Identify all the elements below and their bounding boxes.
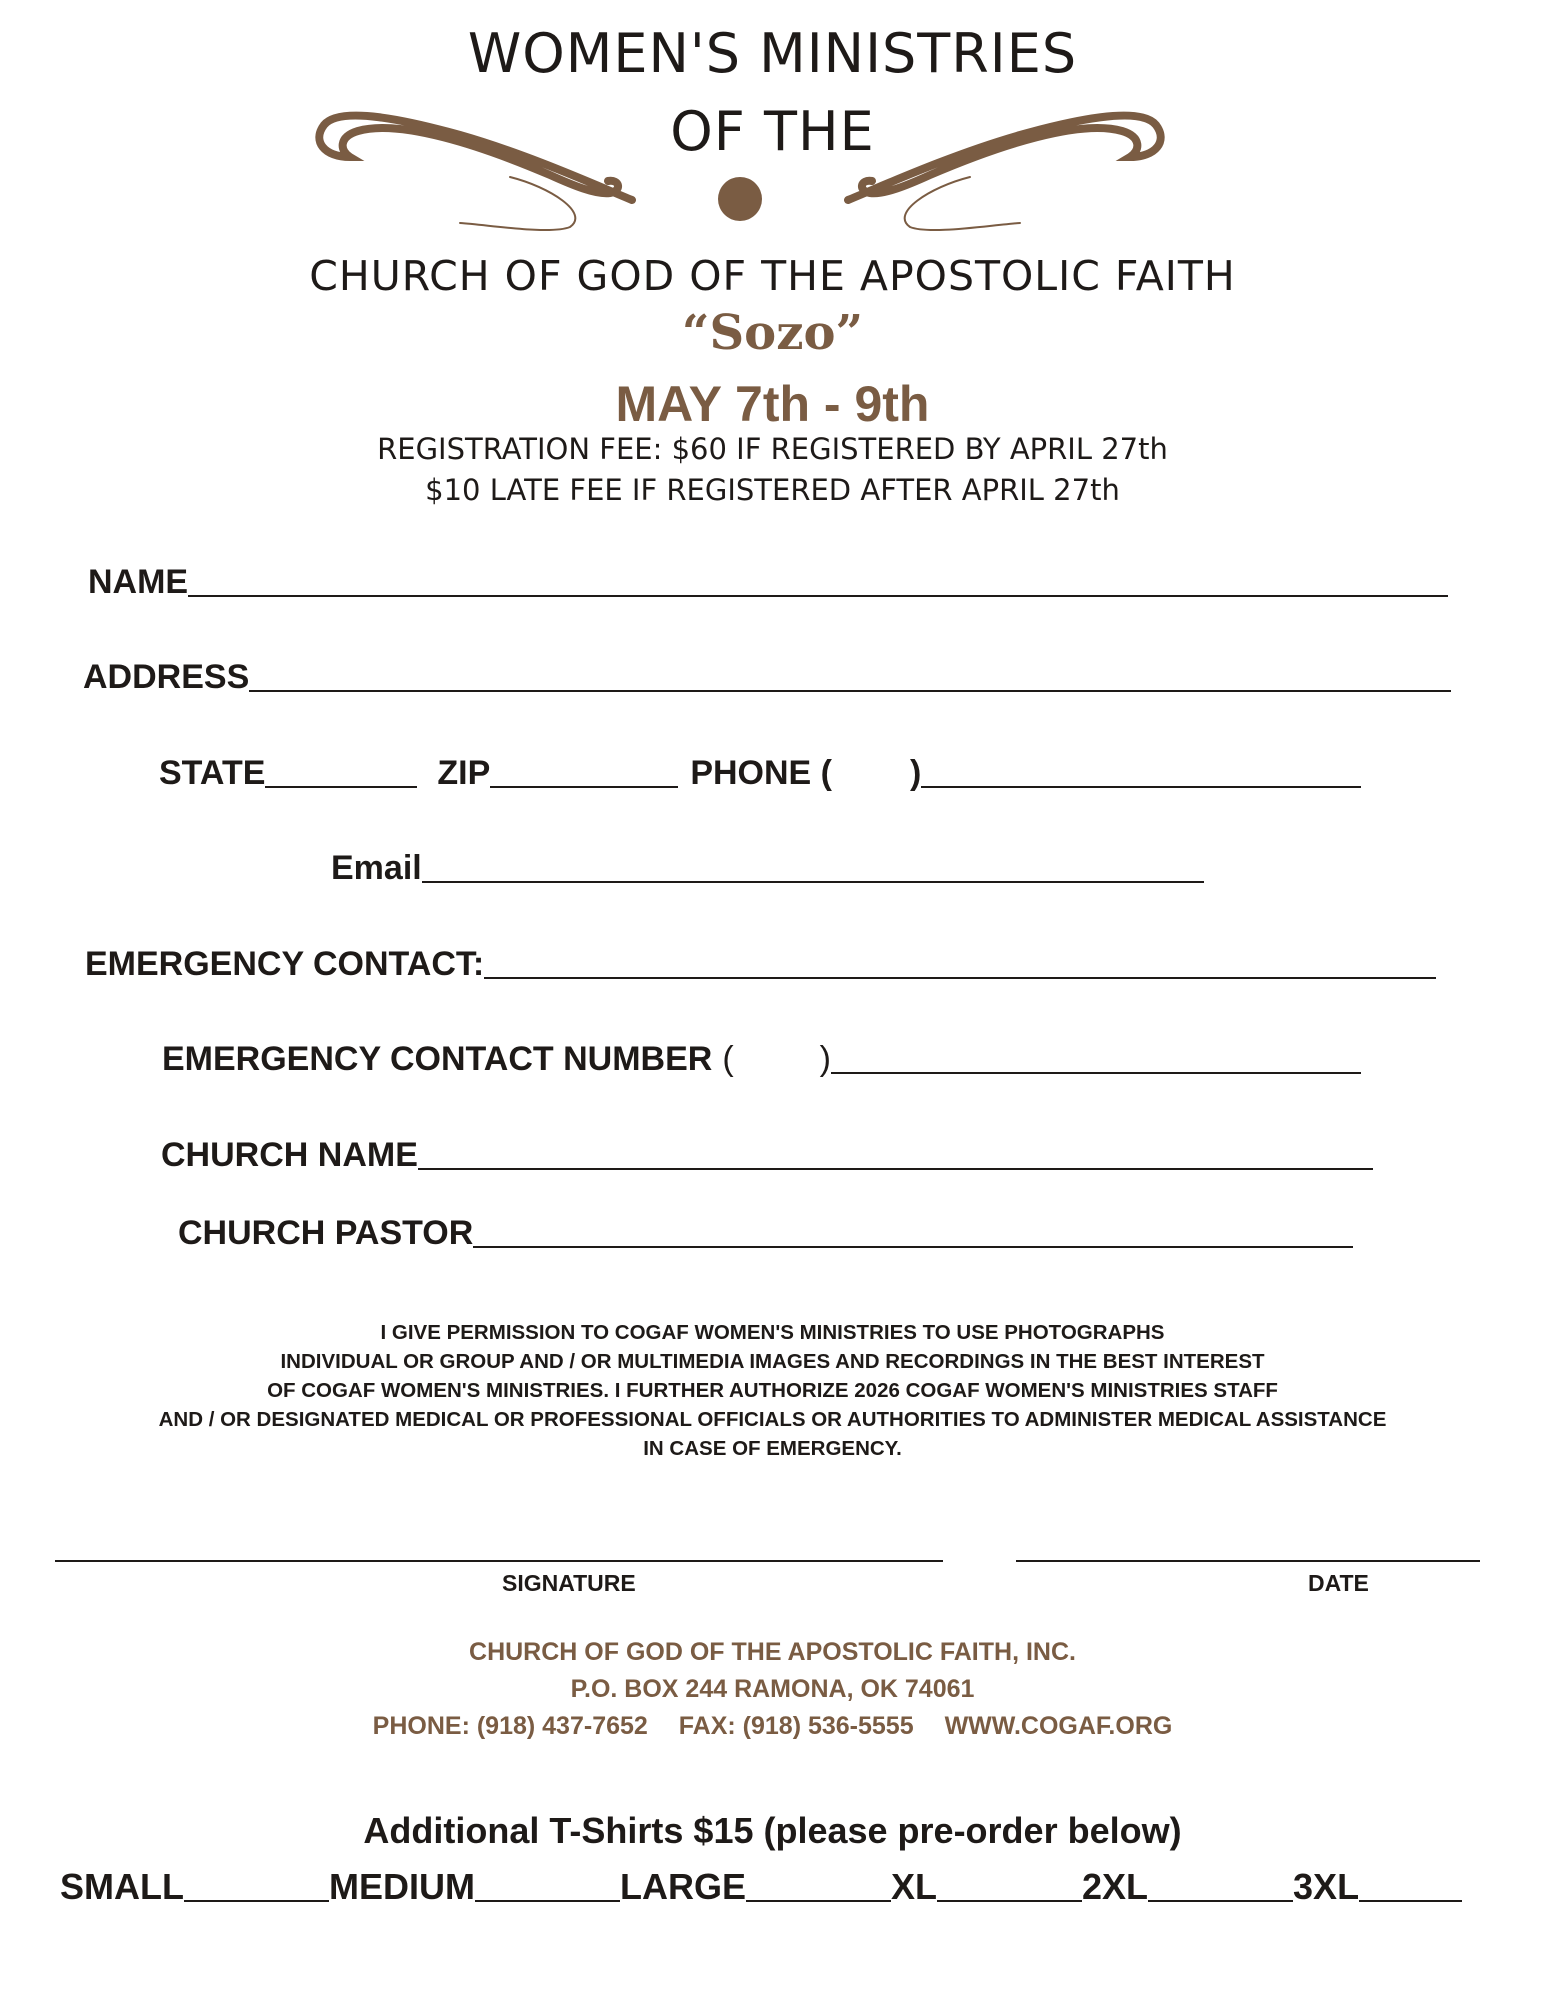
emergency-number-row	[162, 1035, 1361, 1079]
signature-field[interactable]	[55, 1560, 943, 1562]
date-field[interactable]	[1016, 1560, 1480, 1562]
ornamental-flourish-icon	[310, 95, 1170, 235]
church-pastor-label: CHURCH PASTOR	[178, 1214, 474, 1252]
state-field[interactable]	[265, 786, 417, 788]
permission-line: IN CASE OF EMERGENCY.	[643, 1437, 902, 1460]
emergency-number-field[interactable]	[831, 1072, 1361, 1074]
size-3xl-label: 3XL	[1293, 1866, 1360, 1907]
permission-line: OF COGAF WOMEN'S MINISTRIES. I FURTHER AUTHORIZE 2026 COGAF WOMEN'S MINISTRIES STAFF	[267, 1379, 1278, 1402]
church-name-row	[161, 1131, 1373, 1175]
phone-label: PHONE (	[690, 754, 832, 792]
event-dates: MAY 7th - 9th	[615, 376, 930, 432]
emergency-number-close-paren: )	[819, 1040, 831, 1078]
permission-line: INDIVIDUAL OR GROUP AND / OR MULTIMEDIA IMAGES AND RECORDINGS IN THE BEST INTEREST	[280, 1350, 1265, 1373]
footer-phone: PHONE: (918) 437-7652	[372, 1712, 648, 1740]
emergency-contact-label: EMERGENCY CONTACT:	[85, 945, 485, 983]
footer-address: P.O. BOX 244 RAMONA, OK 74061	[570, 1675, 975, 1703]
size-xl-label: XL	[890, 1866, 937, 1907]
name-row	[88, 558, 1448, 602]
size-large-field[interactable]	[746, 1900, 891, 1902]
address-field[interactable]	[249, 690, 1451, 692]
title-line-1: WOMEN'S MINISTRIES	[467, 22, 1078, 85]
permission-line: I GIVE PERMISSION TO COGAF WOMEN'S MINISTRIES TO USE PHOTOGRAPHS	[380, 1321, 1165, 1344]
footer-contact-row	[0, 1708, 1545, 1745]
tshirt-sizes-row	[60, 1862, 1462, 1908]
signature-label: SIGNATURE	[502, 1570, 636, 1596]
zip-label: ZIP	[437, 754, 491, 792]
church-pastor-row	[178, 1209, 1353, 1253]
size-3xl-field[interactable]	[1359, 1900, 1462, 1902]
permission-statement	[0, 1318, 1545, 1463]
size-2xl-label: 2XL	[1082, 1866, 1149, 1907]
footer-website[interactable]: WWW.COGAF.ORG	[944, 1712, 1173, 1740]
church-name-field[interactable]	[418, 1168, 1373, 1170]
emergency-contact-row	[85, 940, 1436, 984]
phone-close-paren: )	[910, 754, 922, 792]
phone-field[interactable]	[921, 786, 1361, 788]
size-xl-field[interactable]	[937, 1900, 1082, 1902]
organization-contact	[0, 1634, 1545, 1745]
size-medium-field[interactable]	[475, 1900, 620, 1902]
footer-org: CHURCH OF GOD OF THE APOSTOLIC FAITH, INC.	[469, 1638, 1076, 1666]
email-label: Email	[331, 849, 422, 887]
permission-line: AND / OR DESIGNATED MEDICAL OR PROFESSIONAL OFFICIALS OR AUTHORITIES TO ADMINISTER MEDICAL ASSISTANCE	[158, 1408, 1387, 1431]
emergency-number-label: EMERGENCY CONTACT NUMBER	[162, 1040, 713, 1078]
size-medium-label: MEDIUM	[328, 1866, 475, 1907]
emergency-contact-field[interactable]	[484, 977, 1436, 979]
footer-fax: FAX: (918) 536-5555	[678, 1712, 914, 1740]
tshirt-heading: Additional T-Shirts $15 (please pre-order below)	[363, 1810, 1182, 1851]
theme-title: “Sozo”	[681, 305, 864, 361]
late-fee: $10 LATE FEE IF REGISTERED AFTER APRIL 27th	[425, 473, 1120, 507]
date-label: DATE	[1308, 1570, 1369, 1596]
state-label: STATE	[159, 754, 266, 792]
state-zip-phone-row	[159, 749, 1361, 793]
size-large-label: LARGE	[619, 1866, 746, 1907]
size-small-field[interactable]	[184, 1900, 329, 1902]
size-2xl-field[interactable]	[1148, 1900, 1293, 1902]
email-field[interactable]	[422, 881, 1204, 883]
address-row	[83, 653, 1451, 697]
emergency-number-open-paren: (	[722, 1040, 734, 1078]
zip-field[interactable]	[490, 786, 678, 788]
name-label: NAME	[88, 563, 189, 601]
church-name-heading: CHURCH OF GOD OF THE APOSTOLIC FAITH	[309, 252, 1236, 300]
address-label: ADDRESS	[83, 658, 250, 696]
registration-fee: REGISTRATION FEE: $60 IF REGISTERED BY APRIL 27th	[377, 432, 1168, 466]
size-small-label: SMALL	[60, 1866, 184, 1907]
name-field[interactable]	[188, 595, 1448, 597]
church-pastor-field[interactable]	[473, 1246, 1353, 1248]
title-line-2: OF THE	[670, 100, 875, 163]
church-name-label: CHURCH NAME	[161, 1136, 418, 1174]
email-row	[331, 844, 1204, 888]
